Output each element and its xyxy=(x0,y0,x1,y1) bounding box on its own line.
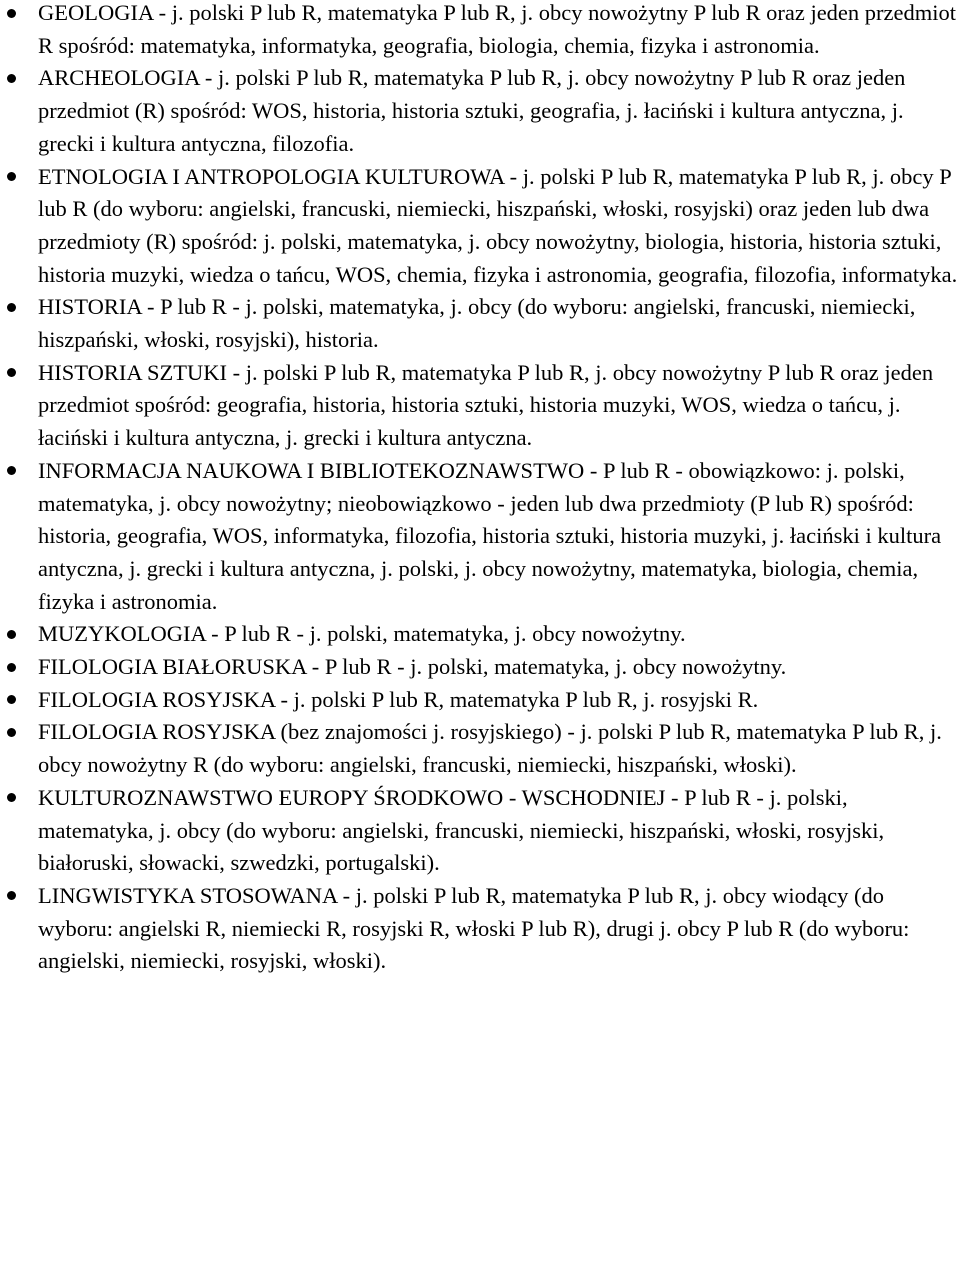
list-item-text: ETNOLOGIA I ANTROPOLOGIA KULTUROWA - j. polski P lub R, matematyka P lub R, j. obcy P lub R (do wyboru: angielski, francuski, niemiecki, hiszpański, włoski, rosyjski) oraz jeden lub dwa przedmioty (R) spośród: j. polski, matematyka, j. obcy nowożytny, biologia, historia, historia sztuki, historia muzyki, wiedza o tańcu, WOS, chemia, fizyka i astronomia, geografia, filozofia, informatyka. xyxy=(38,163,958,287)
list-item xyxy=(38,716,960,781)
list-item-text: LINGWISTYKA STOSOWANA - j. polski P lub R, matematyka P lub R, j. obcy wiodący (do wyboru: angielski R, niemiecki R, rosyjski R, włoski P lub R), drugi j. obcy P lub R (do wyboru: angielski, niemiecki, rosyjski, włoski). xyxy=(38,882,910,974)
bullet-icon xyxy=(7,630,16,639)
list-item-text: HISTORIA SZTUKI - j. polski P lub R, matematyka P lub R, j. obcy nowożytny P lub R oraz jeden przedmiot spośród: geografia, historia, historia sztuki, historia muzyki, WOS, wiedza o tańcu, j. łaciński i kultura antyczna, j. grecki i kultura antyczna. xyxy=(38,359,934,451)
list-item-text: FILOLOGIA ROSYJSKA (bez znajomości j. rosyjskiego) - j. polski P lub R, matematyka P lub R, j. obcy nowożytny R (do wyboru: angielski, francuski, niemiecki, hiszpański, włoski). xyxy=(38,719,942,778)
list-item-text: MUZYKOLOGIA - P lub R - j. polski, matematyka, j. obcy nowożytny. xyxy=(38,621,686,647)
list-item xyxy=(38,291,960,356)
bullet-icon xyxy=(7,368,16,377)
bullet-icon xyxy=(7,303,16,312)
list-item-text: FILOLOGIA BIAŁORUSKA - P lub R - j. polski, matematyka, j. obcy nowożytny. xyxy=(38,654,787,680)
list-item-text: GEOLOGIA - j. polski P lub R, matematyka P lub R, j. obcy nowożytny P lub R oraz jeden przedmiot R spośród: matematyka, informatyka, geografia, biologia, chemia, fizyka i astronomia. xyxy=(38,0,957,58)
bullet-icon xyxy=(7,695,16,704)
list-item xyxy=(38,161,960,292)
list-item xyxy=(38,782,960,880)
bullet-icon xyxy=(7,74,16,83)
list-item-text: HISTORIA - P lub R - j. polski, matematyka, j. obcy (do wyboru: angielski, francuski, niemiecki, hiszpański, włoski, rosyjski), historia. xyxy=(38,294,916,353)
list-item xyxy=(38,0,960,62)
list-item-text: FILOLOGIA ROSYJSKA - j. polski P lub R, matematyka P lub R, j. rosyjski R. xyxy=(38,686,759,712)
bullet-icon xyxy=(7,466,16,475)
list-item xyxy=(38,684,960,717)
bullet-icon xyxy=(7,172,16,181)
study-programs-list xyxy=(38,0,960,978)
list-item xyxy=(38,455,960,619)
list-item xyxy=(38,62,960,160)
bullet-icon xyxy=(7,793,16,802)
list-item xyxy=(38,880,960,978)
list-item-text: KULTUROZNAWSTWO EUROPY ŚRODKOWO - WSCHODNIEJ - P lub R - j. polski, matematyka, j. obcy (do wyboru: angielski, francuski, niemiecki, hiszpański, włoski, rosyjski, białoruski, słowacki, szwedzki, portugalski). xyxy=(38,784,885,876)
list-item-text: ARCHEOLOGIA - j. polski P lub R, matematyka P lub R, j. obcy nowożytny P lub R oraz jeden przedmiot (R) spośród: WOS, historia, historia sztuki, geografia, j. łaciński i kultura antyczna, j. grecki i kultura antyczna, filozofia. xyxy=(38,65,906,156)
list-item xyxy=(38,357,960,455)
list-item xyxy=(38,618,960,651)
bullet-icon xyxy=(7,728,16,737)
bullet-icon xyxy=(7,663,16,672)
bullet-icon xyxy=(7,9,16,18)
bullet-icon xyxy=(7,891,16,900)
list-item xyxy=(38,651,960,684)
list-item-text: INFORMACJA NAUKOWA I BIBLIOTEKOZNAWSTWO - P lub R - obowiązkowo: j. polski, matematyka, j. obcy nowożytny; nieobowiązkowo - jeden lub dwa przedmioty (P lub R) spośród: historia, geografia, WOS, informatyka, filozofia, historia sztuki, historia muzyki, j. łaciński i kultura antyczna, j. grecki i kultura antyczna, j. polski, j. obcy nowożytny, matematyka, biologia, chemia, fizyka i astronomia. xyxy=(38,457,942,614)
